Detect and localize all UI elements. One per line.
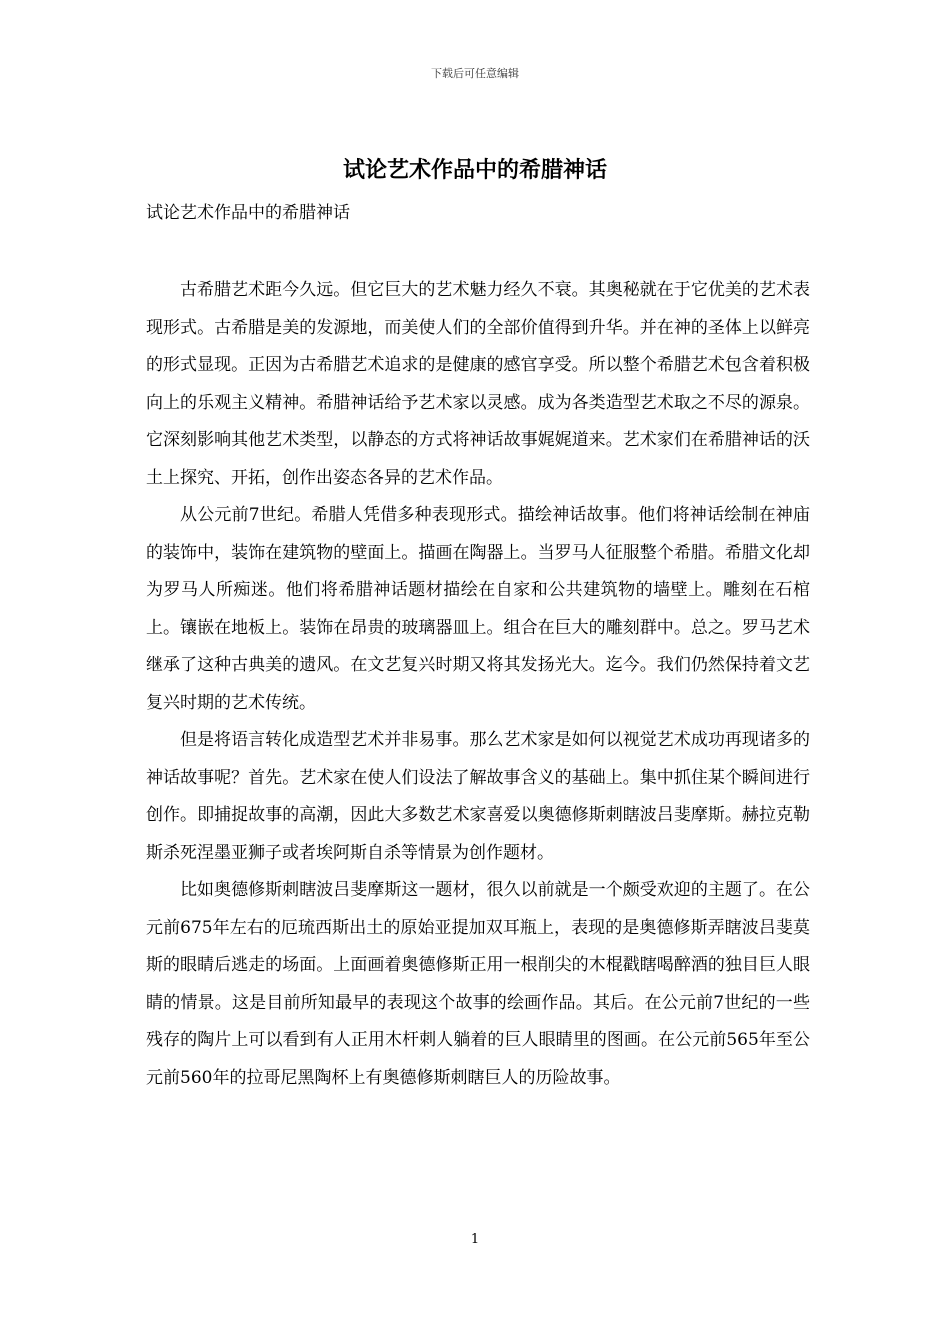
paragraph: 古希腊艺术距今久远。但它巨大的艺术魅力经久不衰。其奥秘就在于它优美的艺术表现形式。古希腊是美的发源地，而美使人们的全部价值得到升华。并在神的圣体上以鲜亮的形式显现。正因为古希腊艺术追求的是健康的感官享受。所以整个希腊艺术包含着积极向上的乐观主义精神。希腊神话给予艺术家以灵感。成为各类造型艺术取之不尽的源泉。它深刻影响其他艺术类型，以静态的方式将神话故事娓娓道来。艺术家们在希腊神话的沃土上探究、开拓，创作出姿态各异的艺术作品。 (146, 280, 810, 488)
page-number: 1 (470, 1232, 480, 1247)
paragraph: 比如奥德修斯刺瞎波吕斐摩斯这一题材，很久以前就是一个颇受欢迎的主题了。在公元前675年左右的厄琉西斯出土的原始亚提加双耳瓶上，表现的是奥德修斯弄瞎波吕斐莫斯的眼睛后逃走的场面。上面画着奥德修斯正用一根削尖的木棍戳瞎喝醉酒的独目巨人眼睛的情景。这是目前所知最早的表现这个故事的绘画作品。其后。在公元前7世纪的一些残存的陶片上可以看到有人正用木杆刺人躺着的巨人眼睛里的图画。在公元前565年至公元前560年的拉哥尼黑陶杯上有奥德修斯刺瞎巨人的历险故事。 (146, 880, 810, 1088)
paragraph: 但是将语言转化成造型艺术并非易事。那么艺术家是如何以视觉艺术成功再现诸多的神话故事呢？首先。艺术家在使人们设法了解故事含义的基础上。集中抓住某个瞬间进行创作。即捕捉故事的高潮，因此大多数艺术家喜爱以奥德修斯刺瞎波吕斐摩斯。赫拉克勒斯杀死涅墨亚狮子或者埃阿斯自杀等情景为创作题材。 (146, 730, 810, 863)
paragraph: 从公元前7世纪。希腊人凭借多种表现形式。描绘神话故事。他们将神话绘制在神庙的装饰中，装饰在建筑物的壁面上。描画在陶器上。当罗马人征服整个希腊。希腊文化却为罗马人所痴迷。他们将希腊神话题材描绘在自家和公共建筑物的墙壁上。雕刻在石棺上。镶嵌在地板上。装饰在昂贵的玻璃器皿上。组合在巨大的雕刻群中。总之。罗马艺术继承了这种古典美的遗风。在文艺复兴时期又将其发扬光大。迄今。我们仍然保持着文艺复兴时期的艺术传统。 (146, 505, 810, 713)
document-body (146, 272, 810, 1097)
document-title: 试论艺术作品中的希腊神话 (342, 158, 607, 183)
header-note: 下载后可任意编辑 (431, 67, 519, 80)
document-subtitle: 试论艺术作品中的希腊神话 (146, 203, 350, 223)
